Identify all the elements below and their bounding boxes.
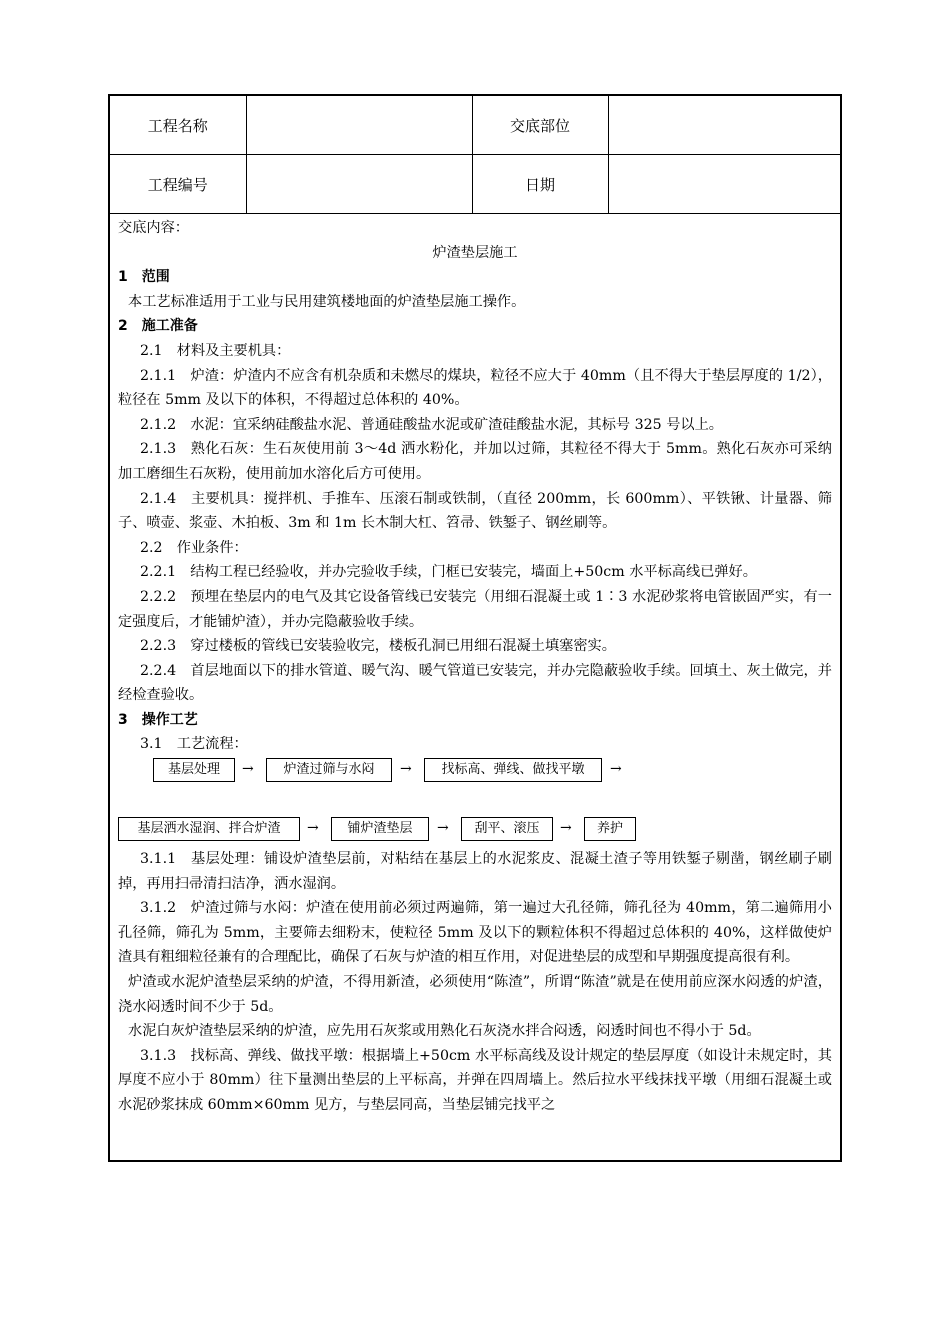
process-flow-row-2 xyxy=(118,817,832,857)
flow-arrow: → xyxy=(242,761,254,778)
date-field[interactable] xyxy=(608,155,840,214)
content-intro: 交底内容： xyxy=(118,220,189,236)
flow-step-laying: 铺炉渣垫层 xyxy=(331,817,429,841)
clause-2-1: 2.1 材料及主要机具： xyxy=(140,342,291,359)
flow-step-base-treatment: 基层处理 xyxy=(153,758,235,782)
clause-2-1-4: 2.1.4 主要机具：搅拌机、手推车、压滚石制或铁制，（直径 200mm，长 600mm）、平铁锹、计量器、筛子、喷壶、浆壶、木拍板、3m 和 1m 长木制大杠、笤帚、铁錾子、钢丝刷等。 xyxy=(118,490,832,532)
clause-3-1-3: 3.1.3 找标高、弹线、做找平墩：根据墙上+50cm 水平标高线及设计规定的垫层厚度（如设计未规定时，其厚度不应小于 80mm）往下量测出垫层的上平标高，并弹在四周墙上。然后拉水平线抹找平墩（用细石混凝土或水泥砂浆抹成 60mm×60mm 见方，与垫层同高，当垫层铺完找平之 xyxy=(118,1047,832,1113)
project-name-field[interactable] xyxy=(246,96,472,155)
flow-arrow: → xyxy=(560,820,572,837)
clause-2-1-2: 2.1.2 水泥：宜采纳硅酸盐水泥、普通硅酸盐水泥或矿渣硅酸盐水泥，其标号 325 号以上。 xyxy=(140,416,723,433)
section-2-heading: 2 施工准备 xyxy=(118,318,198,335)
section-3-heading: 3 操作工艺 xyxy=(118,711,198,728)
flow-arrow: → xyxy=(610,761,622,778)
clause-2-2-1: 2.2.1 结构工程已经验收，并办完验收手续，门框已安装完，墙面上+50cm 水平标高线已弹好。 xyxy=(140,564,757,581)
paragraph-old-slag: 炉渣或水泥炉渣垫层采纳的炉渣，不得用新渣，必须使用“陈渣”，所谓“陈渣”就是在使用前应深水闷透的炉渣，浇水闷透时间不少于 5d。 xyxy=(118,974,832,1015)
clause-2-2-4: 2.2.4 首层地面以下的排水管道、暖气沟、暖气管道已安装完，并办完隐蔽验收手续。回填土、灰土做完，并经检查验收。 xyxy=(118,662,832,704)
paragraph-lime-slag: 水泥白灰炉渣垫层采纳的炉渣，应先用石灰浆或用熟化石灰浇水拌合闷透，闷透时间也不得小于 5d。 xyxy=(128,1023,761,1040)
clause-3-1: 3.1 工艺流程： xyxy=(140,736,248,753)
flow-step-rolling: 刮平、滚压 xyxy=(461,817,553,841)
handover-content xyxy=(110,214,840,1118)
flow-arrow: → xyxy=(437,820,449,837)
clause-2-2-2: 2.2.2 预埋在垫层内的电气及其它设备管线已安装完（用细石混凝土或 1∶3 水泥砂浆将电管嵌固严实，有一定强度后，才能铺炉渣），并办完隐蔽验收手续。 xyxy=(118,588,832,630)
flow-arrow: → xyxy=(400,761,412,778)
flow-step-wetting: 基层洒水湿润、拌合炉渣 xyxy=(118,817,300,841)
header-table xyxy=(110,96,840,214)
section-1-heading: 1 范围 xyxy=(118,269,170,286)
flow-arrow: → xyxy=(307,820,319,837)
project-name-label: 工程名称 xyxy=(110,96,246,155)
clause-2-1-3: 2.1.3 熟化石灰：生石灰使用前 3～4d 洒水粉化，并加以过筛，其粒径不得大于 5mm。熟化石灰亦可采纳加工磨细生石灰粉，使用前加水溶化后方可使用。 xyxy=(118,441,832,482)
handover-sheet xyxy=(108,94,842,1162)
section-1-text: 本工艺标准适用于工业与民用建筑楼地面的炉渣垫层施工操作。 xyxy=(128,293,526,310)
clause-2-2: 2.2 作业条件： xyxy=(140,539,248,556)
process-flow-row-1 xyxy=(118,757,832,817)
project-no-field[interactable] xyxy=(246,155,472,214)
handover-part-field[interactable] xyxy=(608,96,840,155)
clause-2-1-1: 2.1.1 炉渣：炉渣内不应含有机杂质和未燃尽的煤块，粒径不应大于 40mm（且不得大于垫层厚度的 1/2），粒径在 5mm 及以下的体积，不得超过总体积的 40%。 xyxy=(118,367,832,409)
flow-step-screening: 炉渣过筛与水闷 xyxy=(266,758,392,782)
clause-3-1-2: 3.1.2 炉渣过筛与水闷：炉渣在使用前必须过两遍筛，第一遍过大孔径筛，筛孔径为 40mm，第二遍筛用小孔径筛，筛孔为 5mm，主要筛去细粉末，使粒径 5mm 及以下的颗粒体积不得超过总体积的 40%，这样做使炉渣具有粗细粒径兼有的合理配比，确保了石灰与炉渣的相互作用，对促进垫层的成型和早期强度提高很有利。 xyxy=(118,900,832,966)
flow-step-curing: 养护 xyxy=(584,817,636,841)
handover-part-label: 交底部位 xyxy=(472,96,608,155)
date-label: 日期 xyxy=(472,155,608,214)
document-title: 炉渣垫层施工 xyxy=(432,244,518,261)
clause-3-1-1: 3.1.1 基层处理：铺设炉渣垫层前，对粘结在基层上的水泥浆皮、混凝土渣子等用铁錾子剔凿，钢丝刷子刷掉，再用扫帚清扫洁净，洒水湿润。 xyxy=(118,851,832,892)
header-row-1 xyxy=(110,96,840,155)
flow-step-leveling: 找标高、弹线、做找平墩 xyxy=(424,758,602,782)
clause-2-2-3: 2.2.3 穿过楼板的管线已安装验收完，楼板孔洞已用细石混凝土填塞密实。 xyxy=(140,638,616,655)
header-row-2 xyxy=(110,155,840,214)
project-no-label: 工程编号 xyxy=(110,155,246,214)
